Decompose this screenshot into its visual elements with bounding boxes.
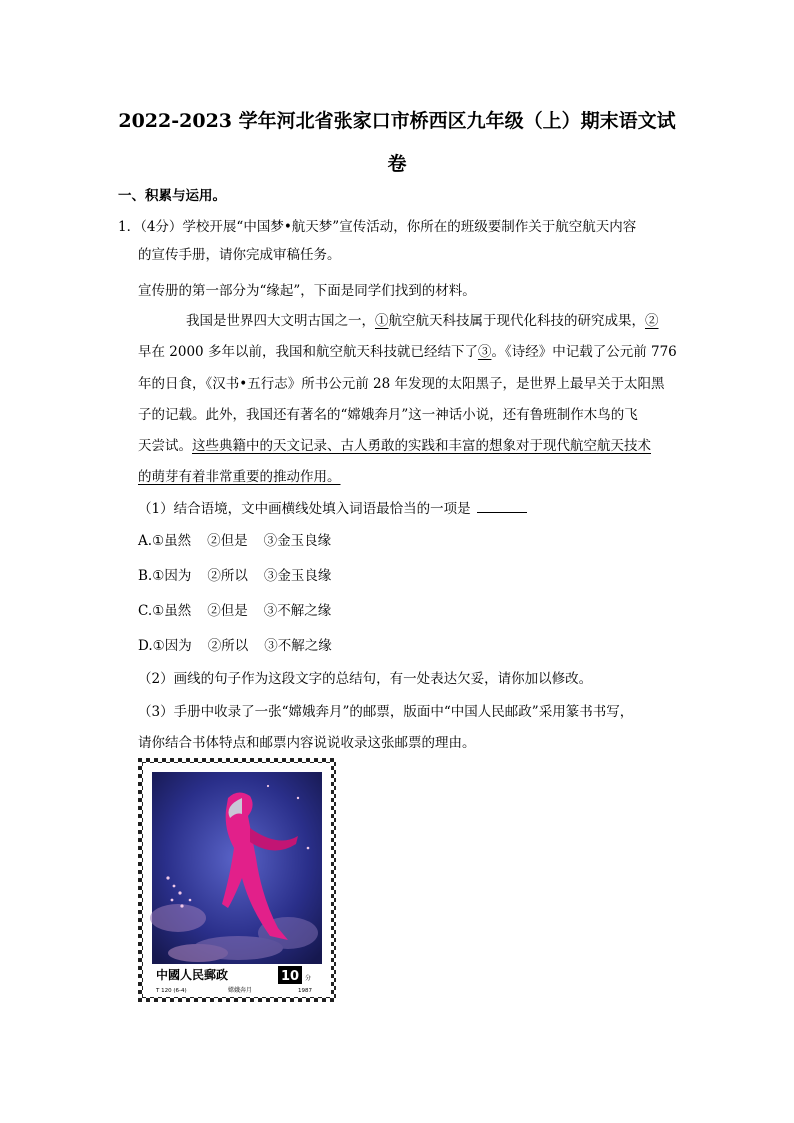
option-d[interactable] [138,636,332,656]
stamp-name: 嫦娥奔月 [228,987,253,994]
passage-text: 早在 2000 多年以前，我国和航空航天科技就已经结下了 [138,344,478,360]
option-part: ③金玉良缘 [263,568,332,584]
exam-title-line1: 2022-2023 学年河北省张家口市桥西区九年级（上）期末语文试 [118,110,676,132]
subquestion-3-line2: 请你结合书体特点和邮票内容说说收录这张邮票的理由。 [138,735,476,751]
stamp-code: T 120 (6-4) [156,988,187,994]
option-letter: B. [138,568,153,584]
subquestion-2: （2）画线的句子作为这段文字的总结句，有一处表达欠妥，请你加以修改。 [138,671,593,687]
option-b[interactable] [138,566,331,586]
passage-line6-underlined: 的萌芽有着非常重要的推动作用。 [138,469,341,485]
blank-marker-1: ① [375,313,389,329]
passage-line3: 年的日食，《汉书•五行志》所书公元前 28 年发现的太阳黑子，是世界上最早关于太阳黑 [138,376,665,392]
option-letter: C. [138,603,153,619]
option-part: ③不解之缘 [264,638,332,654]
passage-text: 航空航天科技属于现代化科技的研究成果， [388,313,645,329]
subquestion-3-line1: （3）手册中收录了一张“嫦娥奔月”的邮票，版面中“中国人民邮政”采用篆书书写， [138,704,634,720]
option-part: ③金玉良缘 [263,533,332,549]
option-part: ②所以 [207,568,248,584]
option-part: ①虽然 [152,533,192,549]
passage-text: 我国是世界四大文明古国之一， [186,313,375,329]
section-heading: 一、积累与运用。 [118,188,226,204]
subquestion-1 [138,499,527,519]
option-a[interactable] [138,531,331,551]
exam-title-line2: 卷 [387,153,407,175]
option-c[interactable] [138,601,331,621]
underlined-sentence: 这些典籍中的天文记录、古人勇敢的实践和丰富的想象对于现代航空航天技术 [192,438,651,454]
passage-line1 [186,311,659,331]
option-letter: A. [138,533,153,549]
blank-marker-2: ② [645,313,659,329]
passage-text: 天尝试。 [138,438,192,454]
option-part: ①因为 [152,568,192,584]
subquestion-1-text: （1）结合语境，文中画横线处填入词语最恰当的一项是 [138,501,471,517]
option-part: ③不解之缘 [263,603,332,619]
option-part: ①虽然 [152,603,192,619]
question-intro-line3: 宣传册的第一部分为“缘起”，下面是同学们找到的材料。 [138,283,476,299]
option-part: ②但是 [207,533,248,549]
passage-line4: 子的记载。此外，我国还有著名的“嫦娥奔月”这一神话小说，还有鲁班制作木鸟的飞 [138,407,638,423]
passage-line5 [138,436,651,456]
stamp-country-text: 中國人民郵政 [156,968,229,982]
option-part: ②但是 [207,603,248,619]
stamp-value: 10 [281,969,300,984]
chang-e-stamp-image [138,758,336,1002]
stamp-year: 1987 [298,988,312,994]
option-letter: D. [138,638,153,654]
question-intro-line1: 1．（4分）学校开展“中国梦•航天梦”宣传活动，你所在的班级要制作关于航空航天内容 [118,219,637,235]
option-part: ①因为 [152,638,192,654]
answer-blank[interactable] [477,500,527,513]
passage-text: 。《诗经》中记载了公元前 776 [491,344,677,360]
passage-line2 [138,342,677,362]
blank-marker-3: ③ [477,344,492,360]
stamp-value-unit: 分 [305,975,312,982]
option-part: ②所以 [207,638,249,654]
question-intro-line2: 的宣传手册，请你完成审稿任务。 [138,247,341,263]
